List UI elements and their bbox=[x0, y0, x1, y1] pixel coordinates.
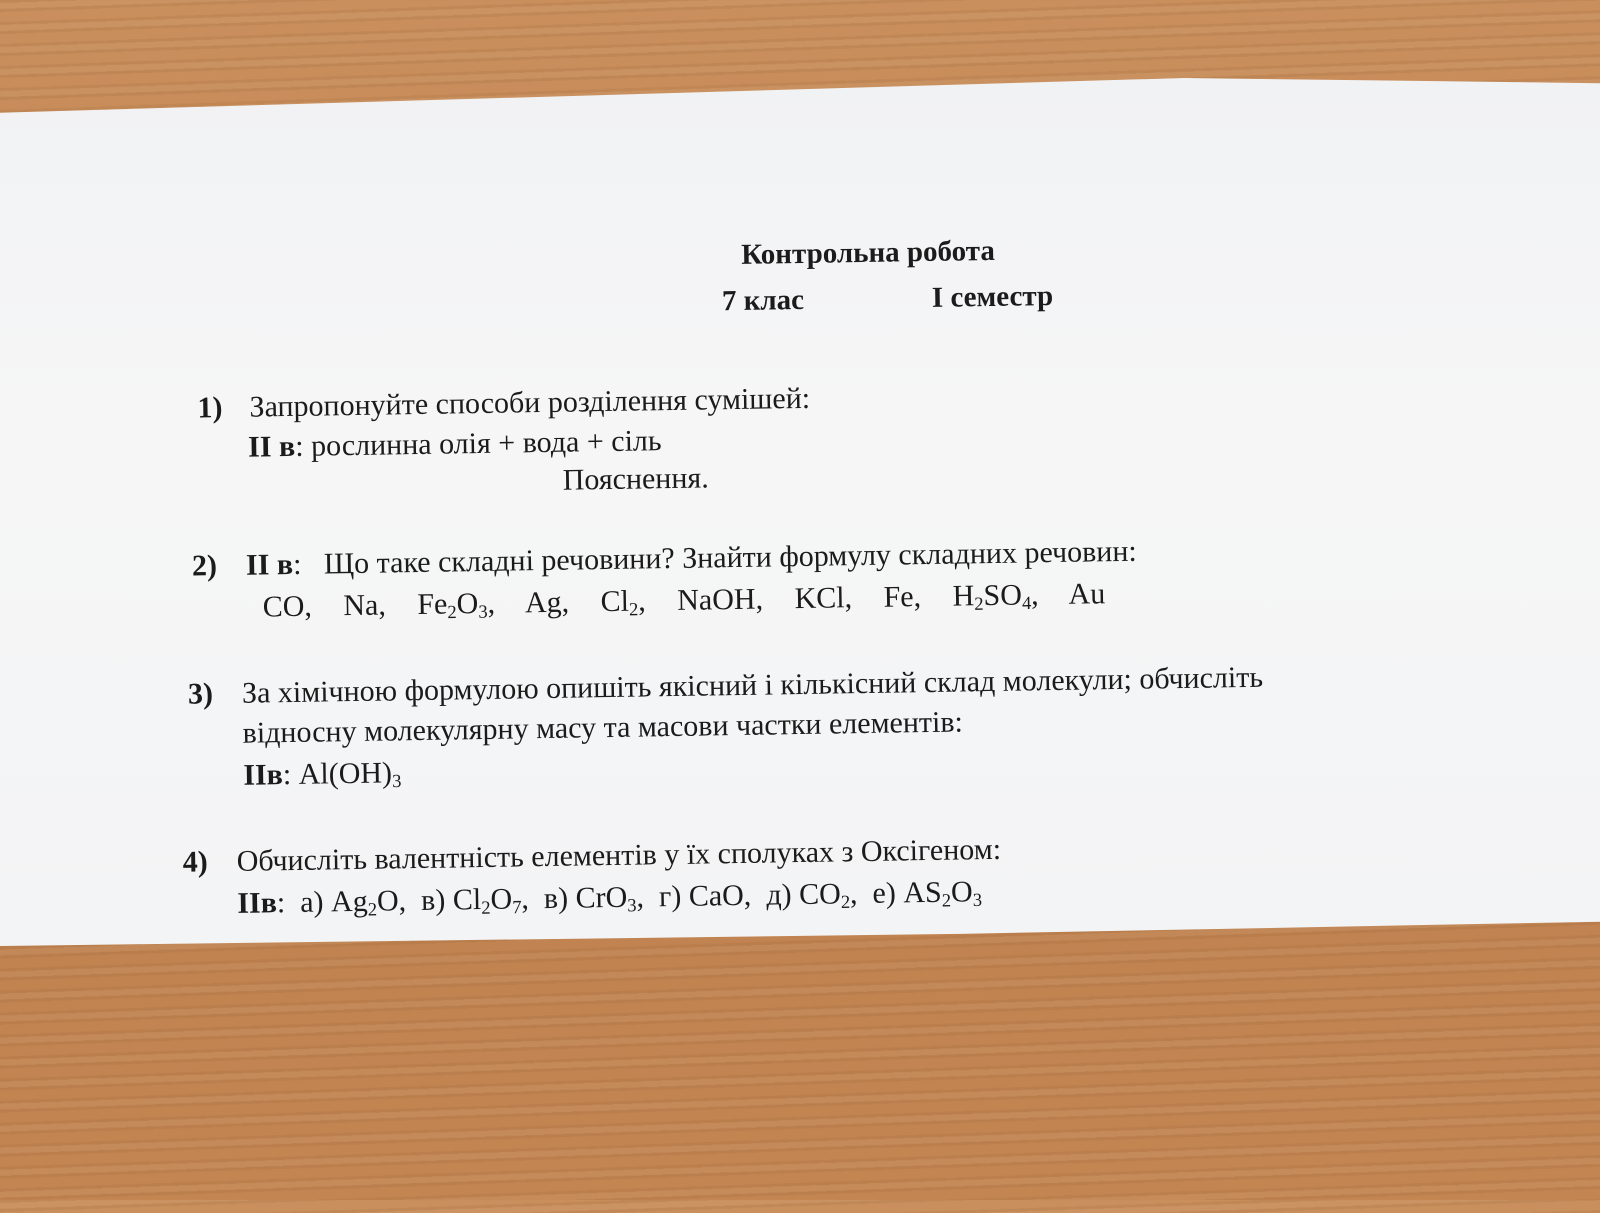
task-4-item-e: д) $CO_2$, bbox=[766, 877, 858, 914]
task-3-variant bbox=[243, 756, 402, 792]
formula-h2so4: $H_2SO_4$, bbox=[952, 578, 1039, 615]
task-2-question bbox=[246, 535, 1137, 583]
task-1-variant-label: ІІ в bbox=[247, 429, 296, 464]
formula-au: Au bbox=[1068, 577, 1106, 611]
task-2-variant-label: ІІ в bbox=[245, 547, 294, 582]
task-3-line-2: відносну молекулярну масу та масови частки елементів: bbox=[242, 705, 964, 750]
task-4-item-a: : а) $Ag_2O$, bbox=[276, 884, 407, 921]
task-4-items bbox=[237, 875, 982, 921]
task-3-number: 3) bbox=[187, 677, 214, 711]
task-3-formula: : Al(OH) bbox=[282, 756, 393, 792]
formula-naoh: NaOH, bbox=[676, 582, 764, 617]
task-2-number: 2) bbox=[191, 549, 218, 583]
semester-label: І семестр bbox=[931, 279, 1054, 314]
task-1-variant-text: : рослинна олія + вода + сіль bbox=[294, 424, 662, 463]
task-3-line-1: За хімічною формулою опишіть якісний і кількісний склад молекули; обчисліть bbox=[241, 660, 1264, 710]
task-4-item-f: е) $AS_2O_3$ bbox=[872, 875, 983, 912]
task-4-item-b: в) $Cl_2O_7$, bbox=[420, 882, 530, 919]
formula-cl2: $Cl_2$, bbox=[600, 584, 647, 621]
task-1-text: Запропонуйте способи розділення сумішей: bbox=[249, 381, 811, 424]
formula-kcl: KCl, bbox=[794, 581, 853, 616]
task-1-number: 1) bbox=[197, 391, 223, 425]
task-3-formula-sub: 3 bbox=[391, 770, 402, 793]
formula-na: Na, bbox=[343, 588, 387, 623]
formula-fe2o3: $Fe_2O_3$, bbox=[417, 586, 496, 624]
formula-fe: Fe, bbox=[883, 580, 922, 614]
document-title: Контрольна робота bbox=[740, 234, 996, 271]
task-4-item-d: г) CaO, bbox=[658, 878, 752, 914]
task-1-variant bbox=[248, 424, 662, 464]
task-4-variant-label: ІІв bbox=[237, 886, 278, 920]
task-1-note: Пояснення. bbox=[562, 461, 709, 497]
task-3-variant-label: ІІв bbox=[243, 758, 284, 792]
task-4-text: Обчисліть валентність елементів у їх сполуках з Оксігеном: bbox=[236, 832, 1002, 878]
task-2-text: : Що таке складні речовини? Знайти формулу складних речовин: bbox=[292, 534, 1137, 581]
formula-co: CO, bbox=[262, 589, 313, 624]
formula-ag: Ag, bbox=[524, 585, 570, 620]
grade-label: 7 клас bbox=[721, 283, 805, 318]
task-4-number: 4) bbox=[182, 845, 208, 879]
task-4-item-c: в) CrO$_3$, bbox=[543, 880, 645, 917]
task-2-formula-list bbox=[262, 577, 1129, 625]
